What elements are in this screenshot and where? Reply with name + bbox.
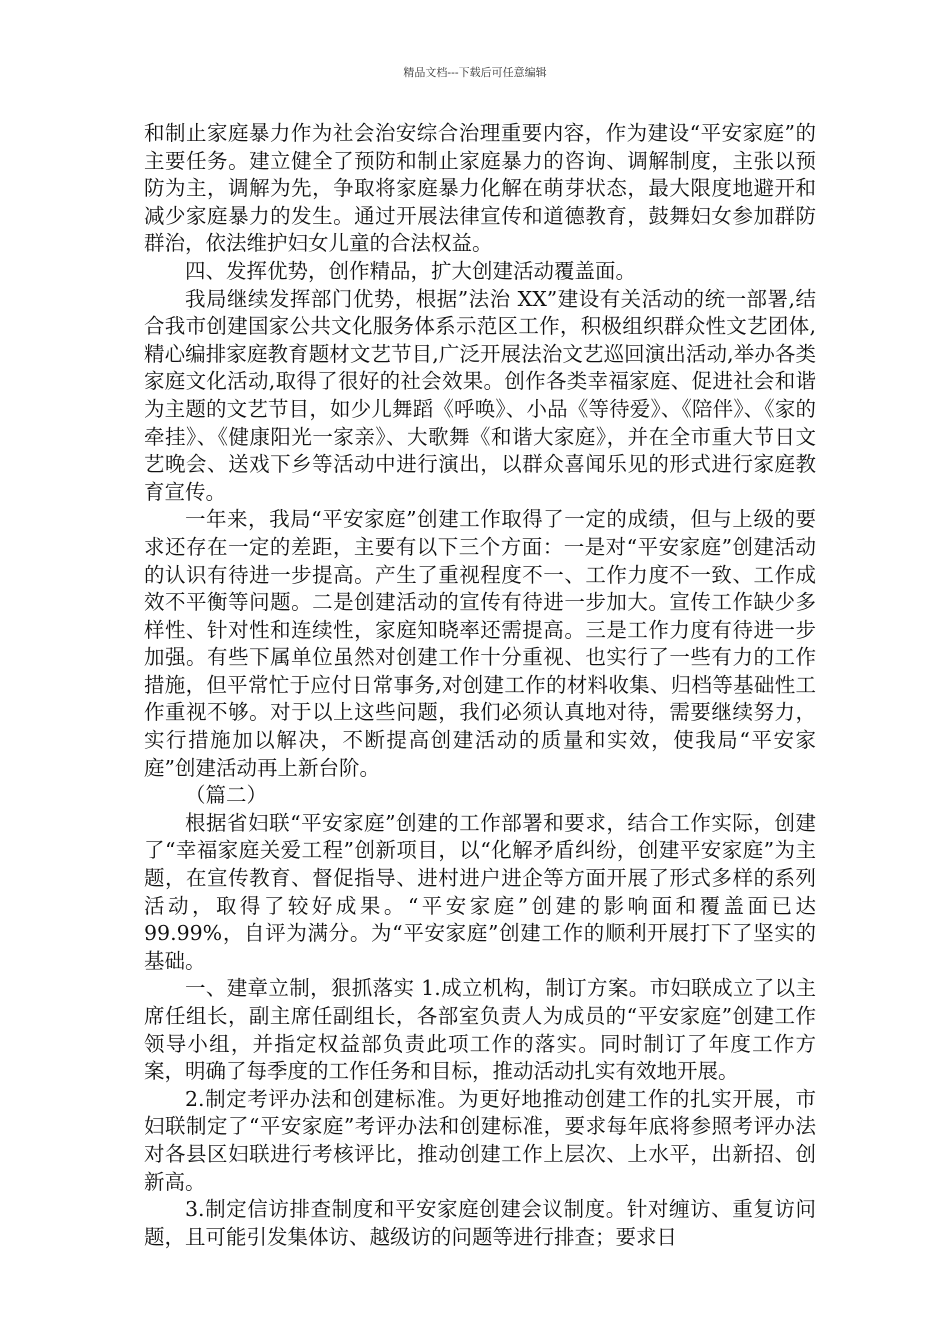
- paragraph: 一年来，我局“平安家庭”创建工作取得了一定的成绩，但与上级的要求还存在一定的差距，主要有以下三个方面：一是对“平安家庭”创建活动的认识有待进一步提高。产生了重视程度不一、工作力度不一致、工作成效不平衡等问题。二是创建活动的宣传有待进一步加大。宣传工作缺少多样性、针对性和连续性，家庭知晓率还需提高。三是工作力度有待进一步加强。有些下属单位虽然对创建工作十分重视、也实行了一些有力的工作措施，但平常忙于应付日常事务,对创建工作的材料收集、归档等基础性工作重视不够。对于以上这些问题，我们必须认真地对待，需要继续努力，实行措施加以解决，不断提高创建活动的质量和实效，使我局“平安家庭”创建活动再上新台阶。: [144, 507, 816, 780]
- section-heading: （篇二）: [185, 783, 267, 808]
- section-heading: 四、发挥优势，创作精品，扩大创建活动覆盖面。: [185, 258, 636, 283]
- document-body: [144, 120, 816, 1251]
- paragraph: 根据省妇联“平安家庭”创建的工作部署和要求，结合工作实际，创建了“幸福家庭关爱工程”创新项目，以“化解矛盾纠纷，创建平安家庭”为主题，在宣传教育、督促指导、进村进户进企等方面开展了形式多样的系列活动，取得了较好成果。“平安家庭”创建的影响面和覆盖面已达 99.99%，自评为满分。为“平安家庭”创建工作的顺利开展打下了坚实的基础。: [144, 810, 816, 973]
- paragraph: 2.制定考评办法和创建标准。为更好地推动创建工作的扎实开展，市妇联制定了“平安家庭”考评办法和创建标准，要求每年底将参照考评办法对各县区妇联进行考核评比，推动创建工作上层次、上水平，出新招、创新高。: [144, 1086, 816, 1194]
- paragraph: 和制止家庭暴力作为社会治安综合治理重要内容，作为建设“平安家庭”的主要任务。建立健全了预防和制止家庭暴力的咨询、调解制度，主张以预防为主，调解为先，争取将家庭暴力化解在萌芽状态，最大限度地避开和减少家庭暴力的发生。通过开展法律宣传和道德教育，鼓舞妇女参加群防群治，依法维护妇女儿童的合法权益。: [144, 121, 816, 256]
- page-header: 精品文档---下载后可任意编辑: [403, 66, 547, 79]
- paragraph: 3.制定信访排查制度和平安家庭创建会议制度。针对缠访、重复访问题，且可能引发集体访、越级访的问题等进行排查；要求日: [144, 1197, 816, 1249]
- paragraph: 一、建章立制，狠抓落实 1.成立机构，制订方案。市妇联成立了以主席任组长，副主席任副组长，各部室负责人为成员的“平安家庭”创建工作领导小组，并指定权益部负责此项工作的落实。同时制订了年度工作方案，明确了每季度的工作任务和目标，推动活动扎实有效地开展。: [144, 976, 816, 1084]
- paragraph: 我局继续发挥部门优势，根据”法治 XX”建设有关活动的统一部署,结合我市创建国家公共文化服务体系示范区工作，积极组织群众性文艺团体,精心编排家庭教育题材文艺节目,广泛开展法治文艺巡回演出活动,举办各类家庭文化活动,取得了很好的社会效果。创作各类幸福家庭、促进社会和谐为主题的文艺节目，如少儿舞蹈《呼唤》、小品《等待爱》、《陪伴》、《家的牵挂》、《健康阳光一家亲》、大歌舞《和谐大家庭》，并在全市重大节日文艺晚会、送戏下乡等活动中进行演出，以群众喜闻乐见的形式进行家庭教育宣传。: [144, 286, 816, 504]
